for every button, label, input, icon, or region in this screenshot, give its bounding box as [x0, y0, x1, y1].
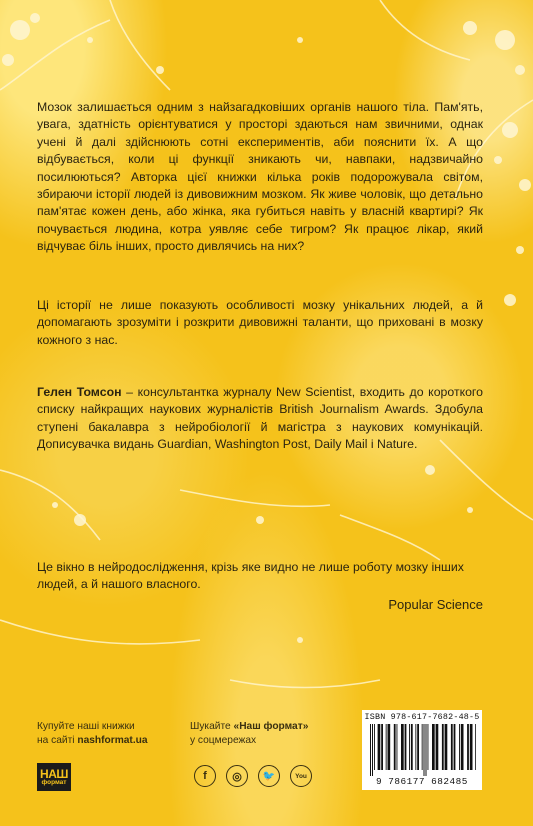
review-source: Popular Science — [388, 597, 483, 612]
buy-online-note — [37, 720, 148, 748]
isbn-label: ISBN 978-617-7682-48-5 — [364, 712, 480, 722]
social-note — [190, 720, 308, 748]
review-quote: Це вікно в нейродослідження, крізь яке видно не лише роботу мозку інших людей, а й нашого власного. — [37, 560, 464, 592]
social-brand: «Наш формат» — [233, 721, 309, 732]
author-bio-text: – консультантка журналу New Scientist, входить до короткого списку найкращих наукових журналістів British Journalism Awards. Здобула ступені бакалавра з нейробіології й магістра з наукових комунікацій. Дописувачка видань Guardian, Washington Post, Daily Mail і Nature. — [37, 385, 483, 452]
description-paragraph-2: Ці історії не лише показують особливості мозку унікальних людей, а й допомагають зрозуміти і розкрити дивовижні таланти, що приховані в мозку кожного з нас. — [37, 298, 483, 347]
social-line-2: у соцмережах — [190, 735, 257, 746]
barcode-bars — [368, 724, 476, 776]
twitter-glyph: 🐦 — [262, 770, 276, 782]
logo-line-1: НАШ — [40, 766, 68, 781]
buy-line-2 — [37, 734, 148, 748]
facebook-glyph: f — [203, 770, 207, 782]
social-line-1 — [190, 720, 308, 734]
buy-line-1: Купуйте наші книжки — [37, 721, 135, 732]
shop-link[interactable]: nashformat.ua — [77, 735, 148, 746]
twitter-icon[interactable] — [258, 765, 280, 787]
barcode — [362, 710, 482, 790]
publisher-logo — [37, 763, 71, 791]
youtube-icon[interactable] — [290, 765, 312, 787]
author-name: Гелен Томсон — [37, 385, 122, 399]
logo-line-2: формат — [41, 778, 67, 786]
youtube-glyph: You — [295, 772, 307, 780]
barcode-digits: 9 786177 682485 — [376, 776, 468, 787]
buy-line-2-prefix: на сайті — [37, 735, 78, 746]
social-prefix: Шукайте — [190, 721, 234, 732]
description-paragraph-1: Мозок залишається одним з найзагадковіших органів нашого тіла. Пам'ять, увага, здатність орієнтуватися у просторі здаються нам звичними, однак учені й далі здійснюють сотні експериментів, аби пояснити їх. А що відбувається, коли ці функції зникають чи, навпаки, надзвичайно посилюються? Авторка цієї книжки кілька років подорожувала світом, збираючи історії людей із дивовижним мозком. Як живе чоловік, що детально пам'ятає кожен день, або жінка, яка губиться навіть у власній квартирі? Як почувається людина, котра уявляє себе тигром? Як працює лікар, який відчуває біль інших, просто дивлячись на них? — [37, 100, 483, 254]
facebook-icon[interactable] — [194, 765, 216, 787]
instagram-icon[interactable] — [226, 765, 248, 787]
instagram-glyph: ◎ — [232, 770, 242, 783]
author-bio-paragraph — [37, 384, 483, 454]
